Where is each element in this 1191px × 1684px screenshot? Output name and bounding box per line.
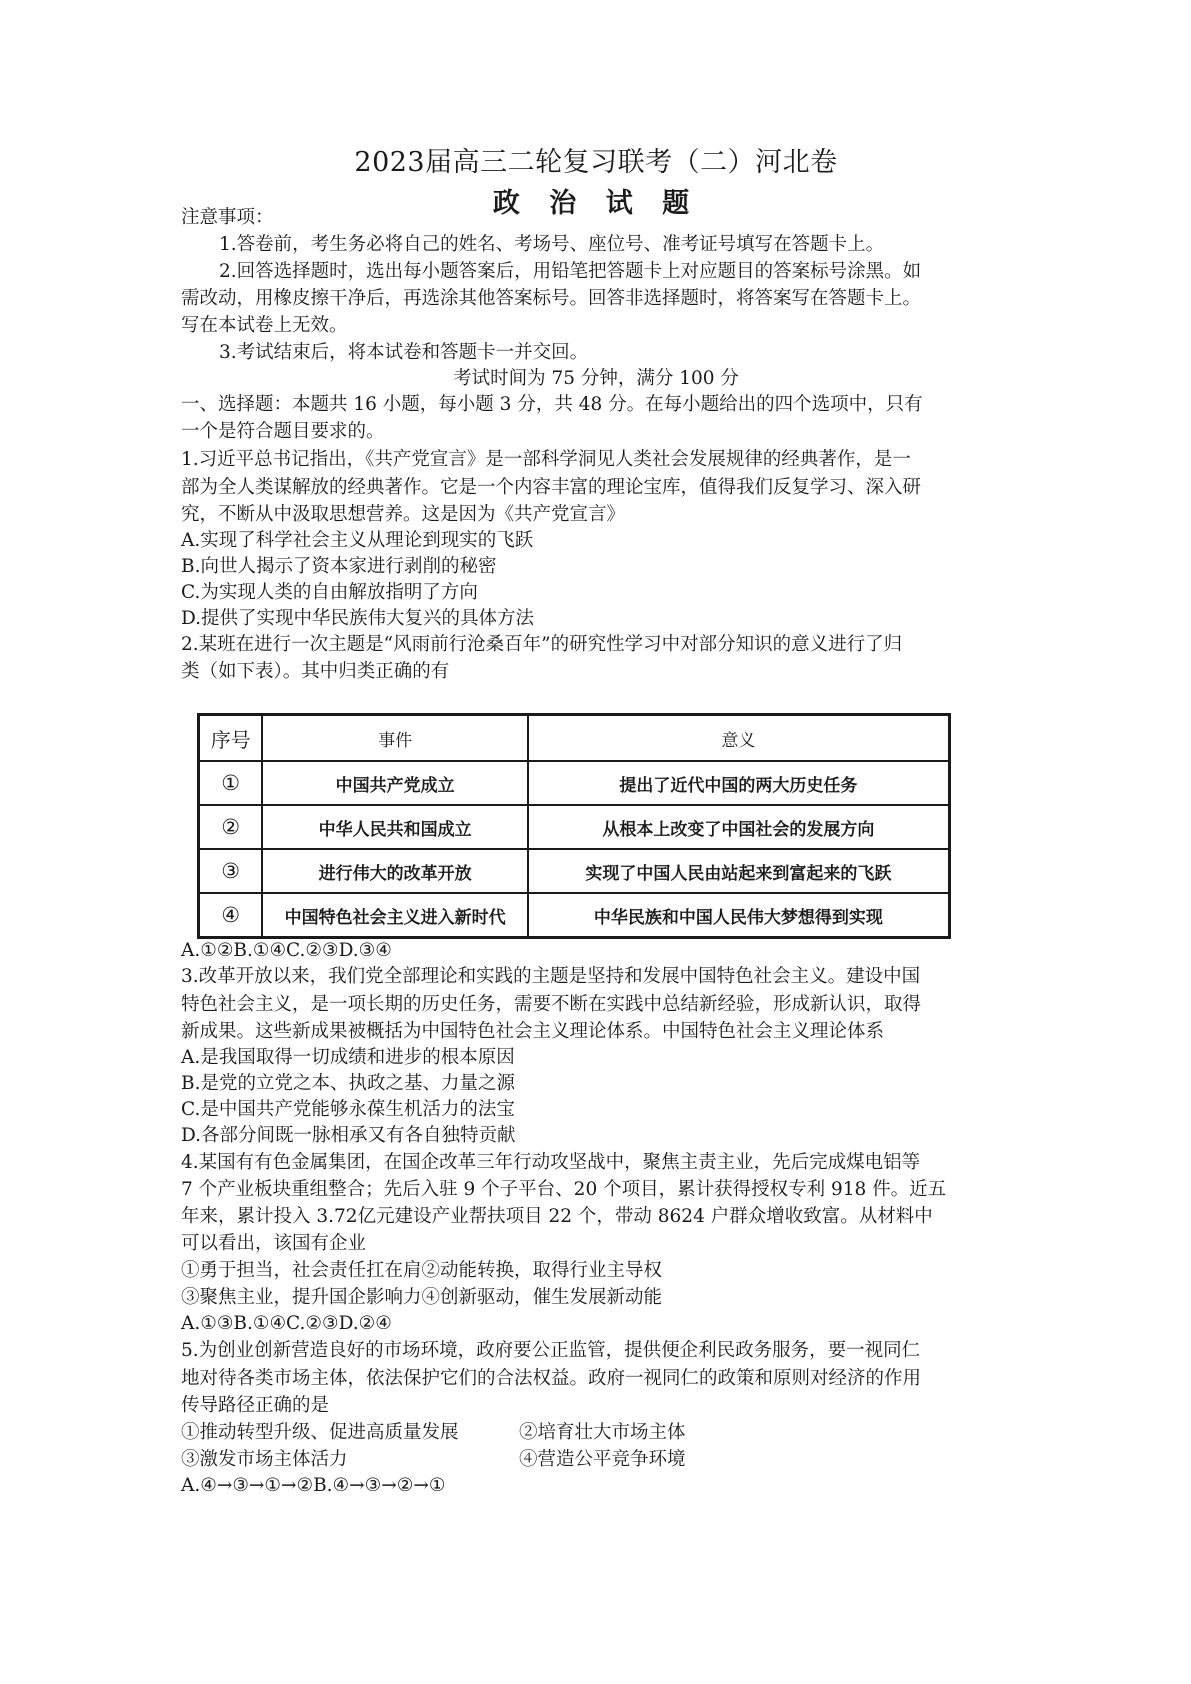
table-row bbox=[199, 805, 950, 849]
exam-subject: 政 治 试 题 bbox=[492, 188, 700, 219]
question-5-choice-2: ②培育壮大市场主体 bbox=[519, 1422, 686, 1443]
table-cell-meaning: 中华民族和中国人民伟大梦想得到实现 bbox=[528, 893, 950, 938]
question-4-stem: 年来，累计投入 3.72亿元建设产业帮扶项目 22 个，带动 8624 户群众增收致富。从材料中 bbox=[181, 1206, 933, 1227]
table-cell-num: ② bbox=[199, 805, 263, 849]
question-5-choice-4: ④营造公平竞争环境 bbox=[519, 1449, 686, 1470]
table-header-cell: 事件 bbox=[262, 715, 527, 762]
table-cell-num: ③ bbox=[199, 849, 263, 893]
question-1-stem: 1.习近平总书记指出，《共产党宣言》是一部科学洞见人类社会发展规律的经典著作，是一 bbox=[181, 449, 911, 470]
notice-item-3: 3.考试结束后，将本试卷和答题卡一并交回。 bbox=[219, 342, 589, 363]
notice-item-2-cont: 写在本试卷上无效。 bbox=[181, 315, 348, 336]
table-header-cell: 序号 bbox=[199, 715, 263, 762]
notice-item-1: 1.答卷前，考生务必将自己的姓名、考场号、座位号、准考证号填写在答题卡上。 bbox=[219, 234, 885, 255]
table-row bbox=[199, 849, 950, 893]
question-4-stem: 可以看出，该国有企业 bbox=[181, 1233, 367, 1254]
section-heading: 一、选择题：本题共 16 小题，每小题 3 分，共 48 分。在每小题给出的四个选项中，只有 bbox=[181, 394, 923, 415]
question-1-stem: 部为全人类谋解放的经典著作。它是一个内容丰富的理论宝库，值得我们反复学习、深入研 bbox=[181, 477, 922, 498]
question-2-stem: 2.某班在进行一次主题是“风雨前行沧桑百年”的研究性学习中对部分知识的意义进行了归 bbox=[181, 634, 903, 655]
question-4-options: A.①③B.①④C.②③D.②④ bbox=[181, 1313, 392, 1334]
section-heading-cont: 一个是符合题目要求的。 bbox=[181, 421, 385, 442]
table-cell-num: ④ bbox=[199, 893, 263, 938]
events-table bbox=[197, 713, 951, 939]
table-cell-num: ① bbox=[199, 761, 263, 805]
table-cell-event: 进行伟大的改革开放 bbox=[262, 849, 527, 893]
question-3-stem: 特色社会主义，是一项长期的历史任务，需要不断在实践中总结新经验，形成新认识，取得 bbox=[181, 994, 922, 1015]
question-2-stem: 类（如下表）。其中归类正确的有 bbox=[181, 661, 450, 682]
table-cell-meaning: 实现了中国人民由站起来到富起来的飞跃 bbox=[528, 849, 950, 893]
exam-title: 2023届高三二轮复习联考（二）河北卷 bbox=[354, 147, 838, 178]
question-5-stem: 地对待各类市场主体，依法保护它们的合法权益。政府一视同仁的政策和原则对经济的作用 bbox=[181, 1368, 922, 1389]
question-4-stem: 4.某国有有色金属集团，在国企改革三年行动攻坚战中，聚焦主责主业，先后完成煤电铝等 bbox=[181, 1152, 921, 1173]
notice-item-2: 2.回答选择题时，选出每小题答案后，用铅笔把答题卡上对应题目的答案标号涂黑。如 bbox=[219, 261, 922, 282]
table-cell-event: 中华人民共和国成立 bbox=[262, 805, 527, 849]
table-cell-meaning: 提出了近代中国的两大历史任务 bbox=[528, 761, 950, 805]
table-header-cell: 意义 bbox=[528, 715, 950, 762]
question-3-stem: 3.改革开放以来，我们党全部理论和实践的主题是坚持和发展中国特色社会主义。建设中国 bbox=[181, 966, 921, 987]
question-4-choices: ③聚焦主业，提升国企影响力④创新驱动，催生发展新动能 bbox=[181, 1287, 663, 1308]
question-5-choice-1: ①推动转型升级、促进高质量发展 bbox=[181, 1422, 459, 1443]
table-cell-event: 中国共产党成立 bbox=[262, 761, 527, 805]
table-header-row bbox=[199, 715, 950, 762]
question-3-stem: 新成果。这些新成果被概括为中国特色社会主义理论体系。中国特色社会主义理论体系 bbox=[181, 1021, 885, 1042]
question-5-stem: 传导路径正确的是 bbox=[181, 1395, 330, 1416]
table-cell-meaning: 从根本上改变了中国社会的发展方向 bbox=[528, 805, 950, 849]
table-row bbox=[199, 893, 950, 938]
question-1-option-c: C.为实现人类的自由解放指明了方向 bbox=[181, 582, 478, 603]
question-5-choice-3: ③激发市场主体活力 bbox=[181, 1449, 348, 1470]
question-5-stem: 5.为创业创新营造良好的市场环境，政府要公正监管，提供便企利民政务服务，要一视同仁 bbox=[181, 1340, 921, 1361]
question-1-stem: 究，不断从中汲取思想营养。这是因为《共产党宣言》 bbox=[181, 504, 626, 525]
question-3-option-b: B.是党的立党之本、执政之基、力量之源 bbox=[181, 1073, 515, 1094]
question-4-choices: ①勇于担当，社会责任扛在肩②动能转换，取得行业主导权 bbox=[181, 1260, 663, 1281]
question-5-options: A.④→③→①→②B.④→③→②→① bbox=[181, 1475, 446, 1496]
question-2-options: A.①②B.①④C.②③D.③④ bbox=[181, 940, 392, 961]
question-3-option-c: C.是中国共产党能够永葆生机活力的法宝 bbox=[181, 1099, 515, 1120]
notice-heading: 注意事项： bbox=[181, 207, 274, 228]
question-3-option-d: D.各部分间既一脉相承又有各自独特贡献 bbox=[181, 1125, 516, 1146]
exam-time-info: 考试时间为 75 分钟，满分 100 分 bbox=[453, 368, 739, 389]
question-1-option-a: A.实现了科学社会主义从理论到现实的飞跃 bbox=[181, 530, 534, 551]
question-4-stem: 7 个产业板块重组整合；先后入驻 9 个子平台、20 个项目，累计获得授权专利 918 件。近五 bbox=[181, 1179, 947, 1200]
table-row bbox=[199, 761, 950, 805]
table-cell-event: 中国特色社会主义进入新时代 bbox=[262, 893, 527, 938]
question-3-option-a: A.是我国取得一切成绩和进步的根本原因 bbox=[181, 1047, 515, 1068]
notice-item-2-cont: 需改动，用橡皮擦干净后，再选涂其他答案标号。回答非选择题时，将答案写在答题卡上。 bbox=[181, 288, 922, 309]
question-1-option-b: B.向世人揭示了资本家进行剥削的秘密 bbox=[181, 556, 497, 577]
question-1-option-d: D.提供了实现中华民族伟大复兴的具体方法 bbox=[181, 608, 535, 629]
